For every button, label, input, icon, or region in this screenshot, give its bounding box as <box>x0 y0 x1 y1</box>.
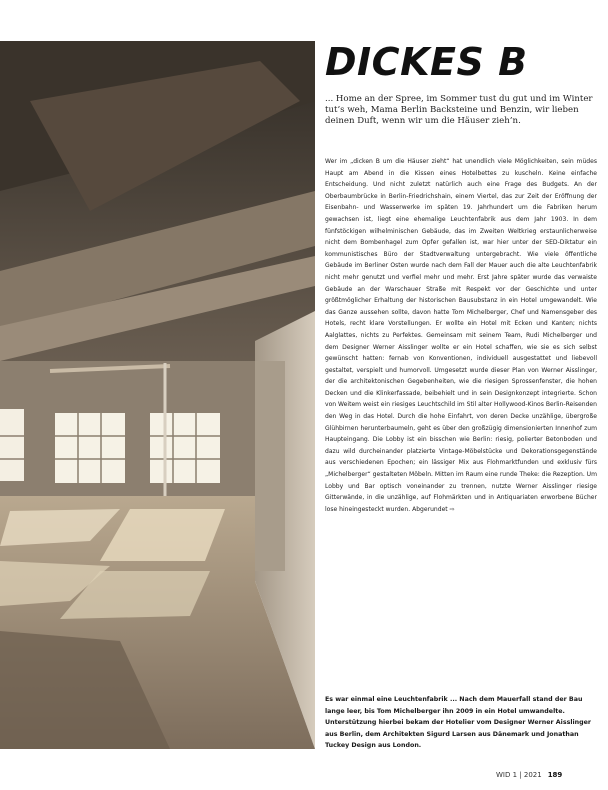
hero-photo <box>0 41 315 749</box>
article-body: Wer im „dicken B um die Häuser zieht“ hat unendlich viele Möglichkeiten, sein müdes Haupt am Abend in die Kissen eines Hotelbettes zu kuscheln. Keine einfache Entscheidung. Und nicht zuletzt natürlich auch eine Frage des Budgets. An der Oberbaumbrücke in Berlin-Friedrichshain, einem Viertel, das zur Zeit der Eröffnung der Eisenbahn- und Wasserwerke im späten 19. Jahrhundert um die Fabriken herum gewachsen ist, liegt eine ehemalige Leuchtenfabrik aus dem Jahr 1903. In dem fünfstöckigen wilhelminischen Gebäude, das im Zweiten Weltkrieg erstaunlicherweise nicht dem Bombenhagel zum Opfer gefallen ist, war hier unter der SED-Diktatur ein kommunistisches Büro der Stadtverwaltung untergebracht. Wie viele öffentliche Gebäude im Berliner Osten wurde nach dem Fall der Mauer auch die alte Leuchtenfabrik nicht mehr genutzt und verfiel mehr und mehr. Erst Jahre später wurde das verwaiste Gebäude an der Warschauer Straße mit Respekt vor der Geschichte und unter größtmöglicher Erhaltung der historischen Bausubstanz in ein Hotel umgewandelt. Wie das Ganze aussehen sollte, davon hatte Tom Michelberger, Chef und Namensgeber des Hotels, recht klare Vorstellungen. Er wollte ein Hotel mit Ecken und Kanten; nichts Aalglattes, nichts zu Perfektes. Gemeinsam mit seinem Team, Rudi Michelberger und dem Designer Werner Aisslinger wollte er ein Hotel schaffen, wie sie es sich selbst gewünscht hatten: fernab von Konventionen, individuell ausgestattet und liebevoll gestaltet, verspielt und humorvoll. Umgesetzt wurde dieser Plan von Werner Aisslinger, der die architektonischen Gegebenheiten, wie die riesigen Sprossenfenster, die hohen Decken und die Klinkerfassade, beibehielt und in sein Designkonzept integrierte. Schon von Weitem weist ein riesiges Leuchtschild im Stil alter Hollywood-Kinos Berlin-Reisenden den Weg in das Hotel. Durch die hohe Einfahrt, von deren Decke unzählige, übergroße Glühbirnen herunterbaumeln, geht es über den großzügig dimensionierten Innenhof zum Haupteingang. Die Lobby ist ein bisschen wie Berlin: riesig, polierter Betonboden und dazu wild durcheinander platzierte Vintage-Möbelstücke und Dekorationsgegenstände aus verschiedenen Epochen; ein lässiger Mix aus Flohmarktfunden und exklusiv fürs „Michelberger“ gestalteten Möbeln. Mitten im Raum eine runde Theke: die Rezeption. Um Lobby und Bar optisch voneinander zu trennen, nutzte Werner Aisslinger riesige Gitterwände, in die unzählige, auf Flohmärkten und in Antiquariaten erworbene Bücher lose hineingesteckt wurden. Abgerundet ⇨ <box>325 158 597 513</box>
photo-caption: Es war einmal eine Leuchtenfabrik ... Nach dem Mauerfall stand der Bau lange leer, bis Tom Michelberger ihn 2009 in ein Hotel umwandelte. Unterstützung hierbei bekam der Hotelier vom Designer Werner Aisslinger aus Berlin, dem Architekten Sigurd Larsen aus Dänemark und Jonathan Tuckey Design aus London. <box>325 696 592 750</box>
factory-interior-illustration <box>0 41 315 749</box>
article-subtitle: ... Home an der Spree, im Sommer tust du gut und im Winter tut’s weh, Mama Berlin Backsteine und Benzin, wir lieben deinen Duft, wenn wir um die Häuser zieh’n. <box>325 94 593 127</box>
issue-label: WID 1 | 2021 <box>496 771 542 779</box>
page-footer <box>496 769 600 781</box>
article-title: DICKES B <box>325 40 528 84</box>
page-number: 189 <box>547 771 563 779</box>
